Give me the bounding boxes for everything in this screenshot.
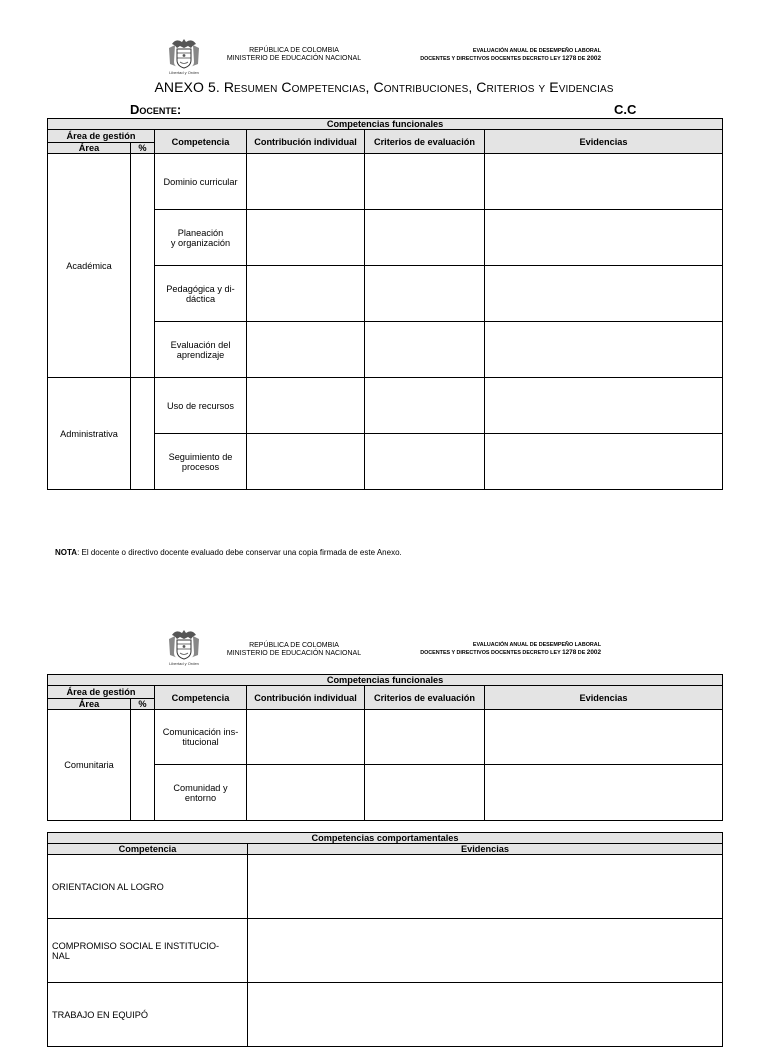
contribucion-cell[interactable] bbox=[247, 266, 365, 322]
table2-title: Competencias funcionales bbox=[48, 675, 723, 686]
header-ministry: MINISTERIO DE EDUCACIÓN NACIONAL bbox=[226, 650, 362, 657]
note-label: NOTA bbox=[55, 548, 78, 557]
percent-academica-cell[interactable] bbox=[131, 154, 155, 378]
evidencias-cell[interactable] bbox=[485, 154, 723, 210]
competencia-cell: Comunicación ins- titucional bbox=[155, 710, 247, 765]
header-eval-prefix: DOCENTES Y DIRECTIVOS DOCENTES DECRETO LEY bbox=[420, 56, 563, 62]
header-republic: REPÚBLICA DE COLOMBIA bbox=[249, 642, 339, 649]
table1-area-header: Área bbox=[48, 143, 131, 154]
note-body: : El docente o directivo docente evaluado debe conservar una copia firmada de este Anexo. bbox=[77, 548, 402, 557]
header-eval-line2 bbox=[360, 55, 601, 63]
behavioral-evidencias-cell[interactable] bbox=[248, 855, 723, 919]
contribucion-cell[interactable] bbox=[247, 378, 365, 434]
evidencias-cell[interactable] bbox=[485, 710, 723, 765]
table2-criterios-header: Criterios de evaluación bbox=[365, 686, 485, 710]
table2-contribucion-header: Contribución individual bbox=[247, 686, 365, 710]
criterios-cell[interactable] bbox=[365, 710, 485, 765]
criterios-cell[interactable] bbox=[365, 434, 485, 490]
header-institution bbox=[222, 47, 366, 63]
header-eval-year: 2002 bbox=[586, 649, 601, 656]
note-text bbox=[55, 548, 402, 557]
header-eval-number: 1278 bbox=[562, 649, 577, 656]
header-eval-line1: EVALUACIÓN ANUAL DE DESEMPEÑO LABORAL bbox=[472, 48, 601, 54]
header-ministry: MINISTERIO DE EDUCACIÓN NACIONAL bbox=[226, 55, 362, 62]
behavioral-competencia-cell: TRABAJO EN EQUIPÓ bbox=[48, 983, 248, 1047]
competencia-cell: Comunidad y entorno bbox=[155, 765, 247, 821]
table1-competencia-header: Competencia bbox=[155, 130, 247, 154]
table-row bbox=[48, 378, 723, 434]
area-comunitaria: Comunitaria bbox=[48, 710, 131, 821]
docente-label: Docente: bbox=[130, 102, 182, 117]
coat-of-arms-icon bbox=[166, 36, 202, 70]
header-republic: REPÚBLICA DE COLOMBIA bbox=[249, 47, 339, 54]
criterios-cell[interactable] bbox=[365, 154, 485, 210]
page-title bbox=[0, 79, 768, 95]
table2-evidencias-header: Evidencias bbox=[485, 686, 723, 710]
page-title-text: ANEXO 5. Resumen Competencias, Contribuciones, Criterios y Evidencias bbox=[154, 79, 614, 95]
coat-of-arms-icon bbox=[166, 627, 202, 661]
table-row bbox=[48, 710, 723, 765]
header-eval-de: DE bbox=[576, 56, 587, 62]
criterios-cell[interactable] bbox=[365, 765, 485, 821]
table3-title: Competencias comportamentales bbox=[48, 833, 723, 844]
table1-contribucion-header: Contribución individual bbox=[247, 130, 365, 154]
contribucion-cell[interactable] bbox=[247, 154, 365, 210]
table2-area-gestion-header: Área de gestión bbox=[48, 686, 155, 699]
criterios-cell[interactable] bbox=[365, 378, 485, 434]
table1-evidencias-header: Evidencias bbox=[485, 130, 723, 154]
behavioral-competencia-cell: COMPROMISO SOCIAL E INSTITUCIO- NAL bbox=[48, 919, 248, 983]
evidencias-cell[interactable] bbox=[485, 765, 723, 821]
competencia-cell: Seguimiento de procesos bbox=[155, 434, 247, 490]
table1-title: Competencias funcionales bbox=[48, 119, 723, 130]
table1-criterios-header: Criterios de evaluación bbox=[365, 130, 485, 154]
header-evaluation bbox=[360, 48, 601, 63]
behavioral-evidencias-cell[interactable] bbox=[248, 983, 723, 1047]
criterios-cell[interactable] bbox=[365, 322, 485, 378]
table-row bbox=[48, 983, 723, 1047]
contribucion-cell[interactable] bbox=[247, 434, 365, 490]
header-evaluation bbox=[360, 642, 601, 657]
table3-competencia-header: Competencia bbox=[48, 844, 248, 855]
competencia-cell: Uso de recursos bbox=[155, 378, 247, 434]
area-administrativa: Administrativa bbox=[48, 378, 131, 490]
evidencias-cell[interactable] bbox=[485, 322, 723, 378]
header-eval-prefix: DOCENTES Y DIRECTIVOS DOCENTES DECRETO LEY bbox=[420, 650, 563, 656]
coat-of-arms-seal bbox=[166, 627, 202, 669]
cc-label: C.C bbox=[614, 102, 637, 117]
table2-percent-header: % bbox=[131, 699, 155, 710]
contribucion-cell[interactable] bbox=[247, 765, 365, 821]
behavioral-competencies-table bbox=[47, 832, 723, 1047]
seal-motto: Libertad y Orden bbox=[169, 70, 199, 75]
percent-administrativa-cell[interactable] bbox=[131, 378, 155, 490]
criterios-cell[interactable] bbox=[365, 266, 485, 322]
behavioral-competencia-cell: ORIENTACION AL LOGRO bbox=[48, 855, 248, 919]
header-eval-de: DE bbox=[576, 650, 587, 656]
header-eval-number: 1278 bbox=[562, 55, 577, 62]
contribucion-cell[interactable] bbox=[247, 210, 365, 266]
table1-area-gestion-header: Área de gestión bbox=[48, 130, 155, 143]
header-eval-year: 2002 bbox=[586, 55, 601, 62]
evidencias-cell[interactable] bbox=[485, 266, 723, 322]
header-eval-line2 bbox=[360, 649, 601, 657]
evidencias-cell[interactable] bbox=[485, 434, 723, 490]
percent-comunitaria-cell[interactable] bbox=[131, 710, 155, 821]
funcional-competencies-table-1 bbox=[47, 118, 723, 490]
table2-area-header: Área bbox=[48, 699, 131, 710]
behavioral-evidencias-cell[interactable] bbox=[248, 919, 723, 983]
criterios-cell[interactable] bbox=[365, 210, 485, 266]
competencia-cell: Pedagógica y di- dáctica bbox=[155, 266, 247, 322]
contribucion-cell[interactable] bbox=[247, 710, 365, 765]
table-row bbox=[48, 154, 723, 210]
competencia-cell: Evaluación del aprendizaje bbox=[155, 322, 247, 378]
competencia-cell: Planeación y organización bbox=[155, 210, 247, 266]
funcional-competencies-table-2 bbox=[47, 674, 723, 821]
table1-percent-header: % bbox=[131, 143, 155, 154]
contribucion-cell[interactable] bbox=[247, 322, 365, 378]
table-row bbox=[48, 855, 723, 919]
header-eval-line1: EVALUACIÓN ANUAL DE DESEMPEÑO LABORAL bbox=[472, 642, 601, 648]
table3-evidencias-header: Evidencias bbox=[248, 844, 723, 855]
coat-of-arms-seal bbox=[166, 36, 202, 78]
table-row bbox=[48, 919, 723, 983]
competencia-cell: Dominio curricular bbox=[155, 154, 247, 210]
header-institution bbox=[222, 642, 366, 658]
evidencias-cell[interactable] bbox=[485, 210, 723, 266]
seal-motto: Libertad y Orden bbox=[169, 661, 199, 666]
evidencias-cell[interactable] bbox=[485, 378, 723, 434]
area-academica: Académica bbox=[48, 154, 131, 378]
table2-competencia-header: Competencia bbox=[155, 686, 247, 710]
